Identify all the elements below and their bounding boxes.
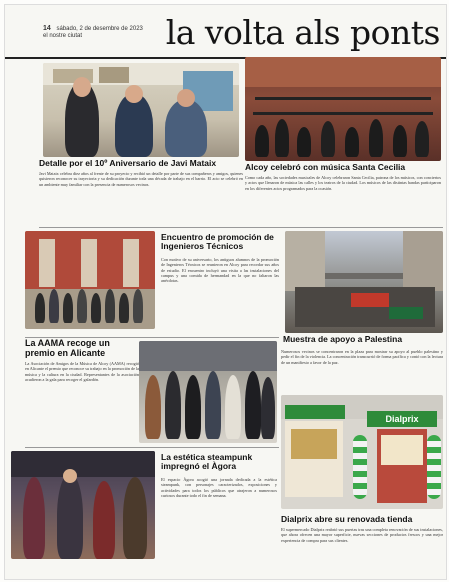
dialprix-headline: Dialprix abre su renovada tienda: [281, 514, 413, 524]
palestina-body: Numerosos vecinos se concentraron en la plaza para mostrar su apoyo al pueblo palestino y pedir el fin de la violencia. La concentración transcurrió de forma pacífica y contó con la lectura de un manifiesto a favor de la paz.: [281, 349, 443, 365]
mataix-body: Javi Mataix celebra diez años al frente de su proyecto y recibió un detalle por parte de sus compañeros y amigos, quienes quisieron reconocer su trayectoria y su dedicación durante toda una década de trabajo en el barrio. El acto se celebró en un ambiente muy familiar con la presencia de numerosos vecinos.: [39, 171, 243, 187]
page-header: [5, 5, 446, 59]
newspaper-page: [4, 4, 447, 580]
steampunk-headline: La estética steampunk impregnó el Àgora: [161, 452, 253, 472]
santa-cecilia-photo: [245, 57, 441, 161]
mataix-headline: Detalle por el 10º Aniversario de Javi Mataix: [39, 158, 217, 168]
divider: [25, 447, 279, 448]
aama-photo: [139, 341, 277, 443]
ingenieros-body: Con motivo de su aniversario, los antiguos alumnos de la promoción de Ingenieros Técnicos se reunieron en Alcoy para recordar sus años de estudio. El encuentro incluyó una visita a las instalaciones del campus y una comida de hermandad en la que no faltaron las anécdotas.: [161, 257, 279, 284]
divider: [39, 227, 443, 228]
santa-cecilia-body: Como cada año, las sociedades musicales de Alcoy celebraron Santa Cecilia, patrona de los músicos, con conciertos y actos que llenaron de música las calles y los teatros de la ciudad. Los músicos de las distintas bandas participaron en los diferentes actos programados para la ocasión.: [245, 175, 441, 191]
dialprix-body: El supermercado Dialprix reabrió sus puertas tras una completa renovación de sus instalaciones, que ahora ofrecen una mayor superficie, nuevas secciones de productos frescos y una mejor experiencia de compra para sus clientes.: [281, 527, 443, 543]
santa-cecilia-headline: Alcoy celebró con música Santa Cecilia: [245, 162, 406, 172]
date-line: sábado, 2 de desembre de 2023: [56, 26, 143, 32]
page-number: 14: [43, 25, 51, 32]
dialprix-photo: [281, 395, 443, 509]
ingenieros-headline: Encuentro de promoción de Ingenieros Técnicos: [161, 232, 274, 252]
palestina-photo: [285, 231, 443, 333]
folio: [43, 25, 143, 41]
section-masthead: la volta als ponts: [165, 13, 440, 52]
dialprix-sign: Dialprix: [385, 414, 419, 424]
steampunk-body: El espacio Àgora acogió una jornada dedicada a la estética steampunk, con personajes caracterizados, exposiciones y actividades para todos los públicos que atrajeron a numerosos curiosos durante todo el fin de semana.: [161, 477, 277, 498]
aama-body: La Asociación de Amigos de la Música de Alcoy (AAMA) recogió en Alicante el premio que reconoce su trabajo en la promoción de la música y la cultura en la ciudad. Representantes de la asociación acudieron a la gala para recoger el galardón.: [25, 361, 139, 382]
edition-line: el nostre ciutat: [43, 33, 83, 40]
ingenieros-photo: [25, 231, 155, 329]
aama-headline: La AAMA recoge un premio en Alicante: [25, 338, 110, 358]
mataix-photo: [43, 63, 239, 157]
palestina-headline: Muestra de apoyo a Palestina: [283, 334, 403, 344]
steampunk-photo: [11, 451, 155, 559]
